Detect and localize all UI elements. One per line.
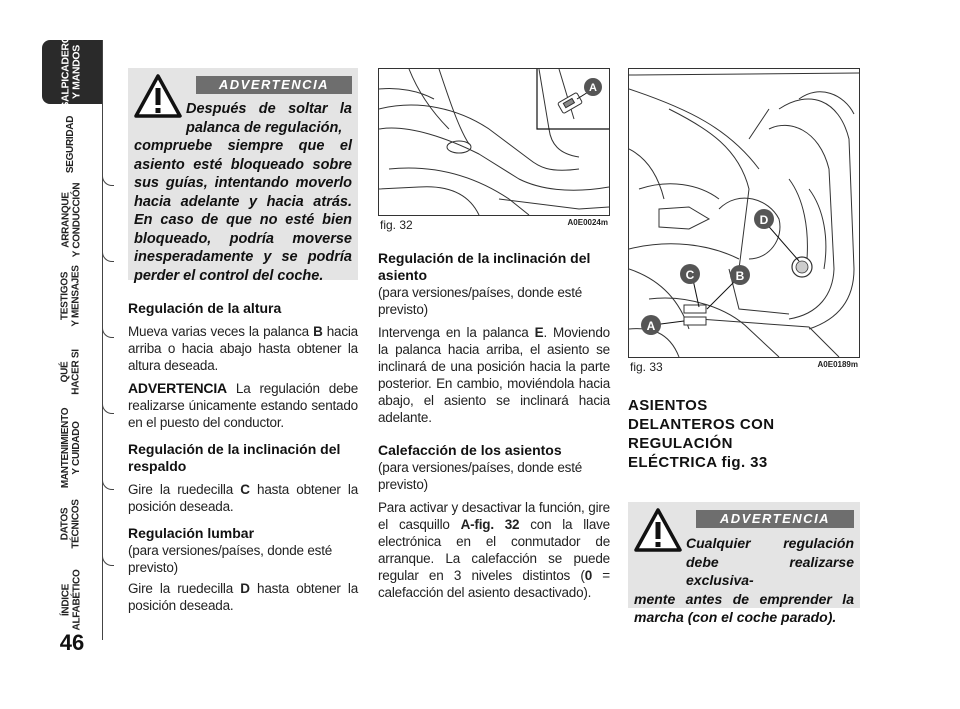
tab-notch bbox=[102, 478, 114, 490]
tab-testigos[interactable]: TESTIGOS Y MENSAJES bbox=[59, 265, 82, 327]
height-advert: ADVERTENCIA La regulación debe realizarse únicamente estando sentado en el puesto del conductor. bbox=[128, 380, 358, 430]
warning-text: Después de soltar la palanca de regulación, compruebe siempre que el asiento esté bloqueado sobre sus guías, intentando moverlo hacia adelante y hacia atrás. En caso de que no esté bien bloqueado, podría moverse inesperadamente y se podría perder el control del coche. bbox=[134, 101, 352, 284]
warning-text: Cualquier regulación debe realizarse exclusiva- mente antes de emprender la marcha (con el coche parado). bbox=[634, 535, 854, 625]
tab-indice[interactable]: ÍNDICE ALFABÉTICO bbox=[59, 569, 82, 631]
seat-heating-note: (para versiones/países, donde esté previsto) bbox=[378, 460, 583, 492]
lumbar-title: Regulación lumbar bbox=[128, 525, 255, 541]
chapter-tabs bbox=[40, 35, 110, 640]
tab-notch bbox=[102, 174, 114, 186]
figure-32 bbox=[378, 68, 610, 216]
warning-title: ADVERTENCIA bbox=[696, 510, 854, 528]
lumbar-section bbox=[128, 525, 358, 614]
tab-datos[interactable]: DATOS TÉCNICOS bbox=[60, 499, 82, 549]
tab-mantenimiento[interactable]: MANTENIMIENTO Y CUIDADO bbox=[60, 407, 83, 489]
seat-tilt-title: Regulación de la inclinación del asiento bbox=[378, 250, 591, 283]
warning-box-1 bbox=[128, 68, 358, 284]
seat-heating-title: Calefacción de los asientos bbox=[378, 442, 562, 458]
svg-text:B: B bbox=[735, 269, 745, 283]
seat-heating-text: Para activar y desactivar la función, gire el casquillo A-fig. 32 con la llave electrónica en el conmutador de arranque. La calefacción se puede regular en 3 niveles distintos (0 = calefacción del asiento desactivado). bbox=[378, 500, 610, 600]
column-2 bbox=[378, 68, 610, 601]
page-number: 46 bbox=[59, 630, 85, 655]
figure-33 bbox=[628, 68, 860, 358]
tab-notch bbox=[102, 554, 114, 566]
tab-notch bbox=[102, 402, 114, 414]
warning-triangle-icon bbox=[134, 74, 182, 118]
electric-seat-illustration bbox=[629, 69, 859, 357]
tab-arranque[interactable]: ARRANQUE Y CONDUCCIÓN bbox=[60, 182, 82, 258]
height-section bbox=[128, 300, 358, 431]
tab-seguridad[interactable]: SEGURIDAD bbox=[65, 115, 77, 173]
seat-heating-illustration bbox=[379, 69, 609, 215]
column-3 bbox=[628, 68, 860, 625]
electric-seats-title: ASIENTOS DELANTEROS CON REGULACIÓN ELÉCTRICA fig. 33 bbox=[628, 397, 775, 471]
tab-divider-line bbox=[102, 40, 103, 640]
column-1 bbox=[128, 68, 358, 614]
tab-notch bbox=[102, 250, 114, 262]
backrest-title: Regulación de la inclinación del respaldo bbox=[128, 441, 341, 474]
svg-text:D: D bbox=[759, 213, 769, 227]
height-text: Mueva varias veces la palanca B hacia arriba o hacia abajo hasta obtener la altura deseada. bbox=[128, 324, 358, 373]
warning-triangle-icon bbox=[634, 508, 682, 552]
lumbar-text: Gire la ruedecilla D hasta obtener la posición deseada. bbox=[128, 581, 359, 613]
figure-33-caption: fig. 33 A0E0189m bbox=[630, 360, 858, 374]
seat-tilt-text: Intervenga en la palanca E. Moviendo la palanca hacia arriba, el asiento se inclinará de una posición hacia la parte posterior. En cambio, moviéndola hacia abajo, el asiento se inclinará hacia adelante. bbox=[378, 325, 610, 425]
tab-notch bbox=[102, 326, 114, 338]
svg-text:A: A bbox=[646, 319, 656, 333]
svg-text:A: A bbox=[589, 82, 597, 94]
seat-heating-section bbox=[378, 442, 610, 601]
tab-salpicadero[interactable]: SALPICADERO Y MANDOS bbox=[42, 40, 102, 104]
backrest-section bbox=[128, 441, 358, 515]
backrest-text: Gire la ruedecilla C hasta obtener la posición deseada. bbox=[128, 482, 359, 514]
seat-tilt-section bbox=[378, 250, 610, 426]
figure-32-caption: fig. 32 A0E0024m bbox=[380, 218, 608, 232]
warning-box-2 bbox=[628, 502, 860, 625]
seat-tilt-note: (para versiones/países, donde esté previsto) bbox=[378, 285, 583, 317]
warning-title: ADVERTENCIA bbox=[196, 76, 352, 94]
height-title: Regulación de la altura bbox=[128, 300, 282, 316]
tab-que-hacer[interactable]: QUÉ HACER SI bbox=[59, 349, 82, 395]
lumbar-note: (para versiones/países, donde esté previsto) bbox=[128, 543, 333, 575]
svg-text:C: C bbox=[685, 268, 695, 282]
